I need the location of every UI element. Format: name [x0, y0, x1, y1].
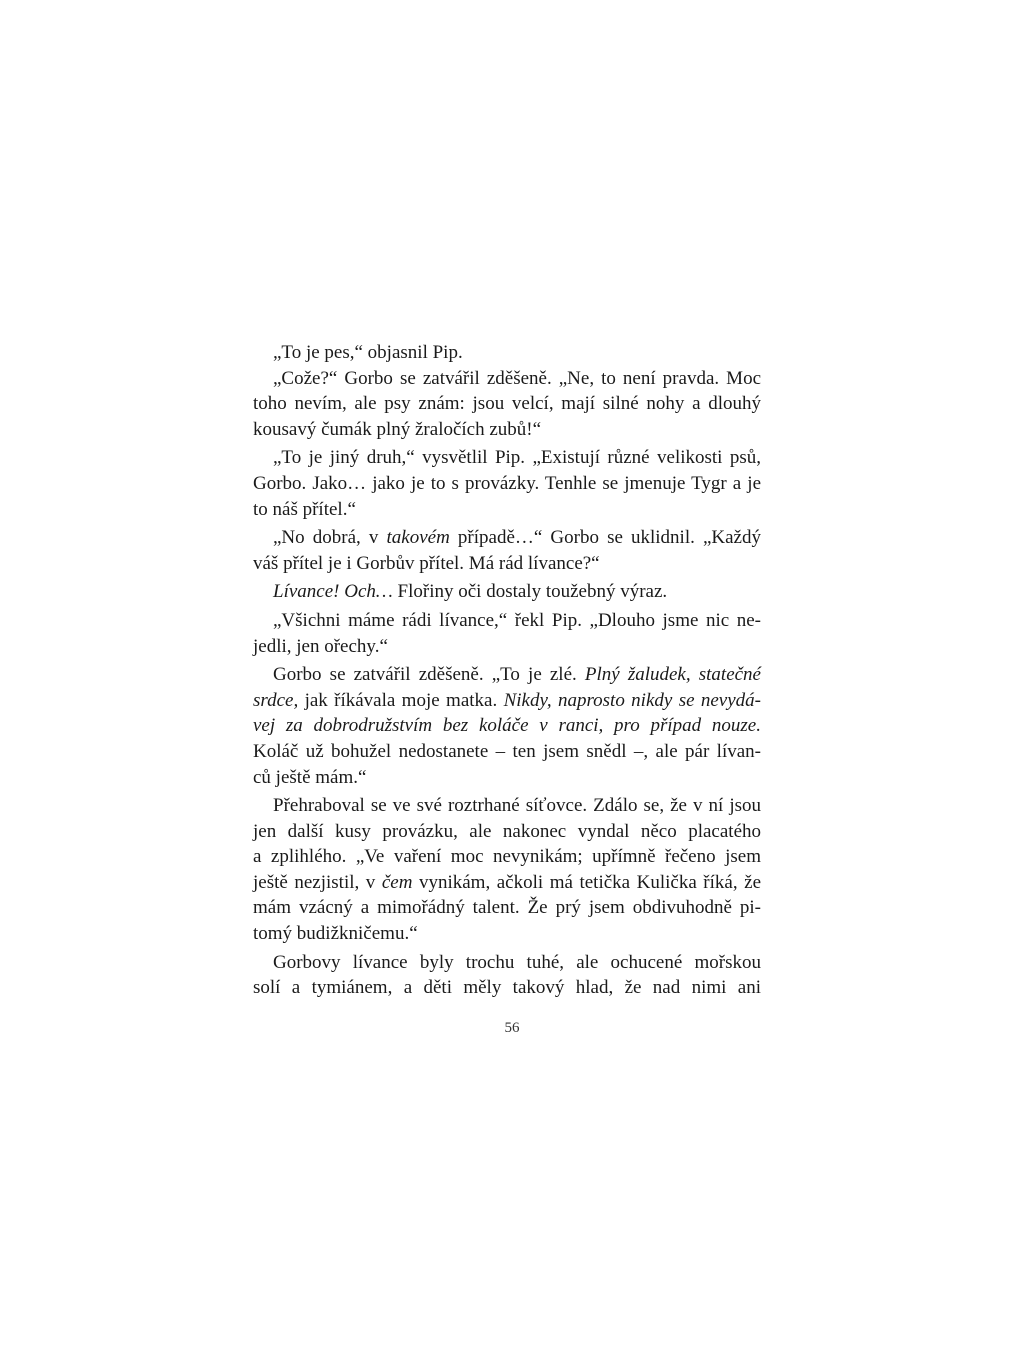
text-line: [253, 688, 761, 714]
text-line: Gorbo. Jako… jako je to s provázky. Tenhle se jmenuje Tygr a je: [253, 472, 761, 494]
text-line: [253, 525, 761, 551]
text-run: Flořiny oči dostaly toužebný výraz.: [392, 581, 668, 603]
text-line: „To je jiný druh,“ vysvětlil Pip. „Existují různé velikosti psů,: [273, 447, 761, 469]
text-line: váš přítel je i Gorbův přítel. Má rád lívance?“: [253, 552, 600, 574]
page-number: 56: [504, 1020, 520, 1036]
italic-run: takovém: [386, 527, 450, 549]
text-run: ještě nezjistil, v: [253, 871, 382, 893]
italic-run: Nikdy, naprosto nikdy se nevydá-: [503, 689, 762, 711]
text-line: „To je pes,“ objasnil Pip.: [273, 342, 463, 363]
text-line: kousavý čumák plný žraločích zubů!“: [253, 418, 542, 440]
text-line: [253, 662, 761, 688]
italic-run: Lívance! Och…: [273, 581, 393, 603]
text-run: případě…“ Gorbo se uklidnil. „Každý: [449, 527, 761, 549]
text-run: „No dobrá, v: [273, 527, 387, 549]
text-line: [253, 713, 761, 739]
text-line: jedli, jen ořechy.“: [253, 635, 388, 657]
text-line: solí a tymiánem, a děti měly takový hlad, že nad nimi ani: [253, 977, 761, 999]
italic-run: vej za dobrodružstvím bez koláče v ranci, pro případ nouze.: [253, 715, 761, 737]
italic-run: čem: [381, 871, 413, 893]
book-text: [253, 340, 761, 1001]
text-line: Gorbovy lívance byly trochu tuhé, ale ochucené mořskou: [273, 951, 761, 973]
text-line: „Všichni máme rádi lívance,“ řekl Pip. „Dlouho jsme nic ne-: [273, 609, 761, 631]
text-run: vynikám, ačkoli má tetička Kulička říká, že: [412, 871, 762, 893]
text-line: tomý budižkničemu.“: [253, 923, 418, 945]
text-line: Přehraboval se ve své roztrhané síťovce. Zdálo se, že v ní jsou: [273, 795, 761, 817]
text-line: ců ještě mám.“: [253, 766, 367, 788]
text-line: toho nevím, ale psy znám: jsou velcí, mají silné nohy a dlouhý: [253, 393, 761, 415]
italic-run: srdce,: [253, 689, 299, 711]
text-line: [253, 579, 761, 605]
text-line: Koláč už bohužel nedostanete – ten jsem snědl –, ale pár lívan-: [253, 740, 761, 762]
text-line: to náš přítel.“: [253, 498, 356, 520]
text-run: jak říkávala moje matka.: [298, 689, 504, 711]
text-line: [253, 870, 761, 896]
text-run: Gorbo se zatvářil zděšeně. „To je zlé.: [273, 664, 585, 686]
text-line: a zplihlého. „Ve vaření moc nevynikám; upřímně řečeno jsem: [253, 846, 761, 868]
italic-run: Plný žaludek, statečné: [584, 664, 761, 686]
text-line: mám vzácný a mimořádný talent. Že prý jsem obdivuhodně pi-: [253, 897, 761, 919]
text-line: jen další kusy provázku, ale nakonec vyndal něco placatého: [253, 820, 761, 842]
text-line: „Cože?“ Gorbo se zatvářil zděšeně. „Ne, to není pravda. Moc: [273, 367, 761, 389]
